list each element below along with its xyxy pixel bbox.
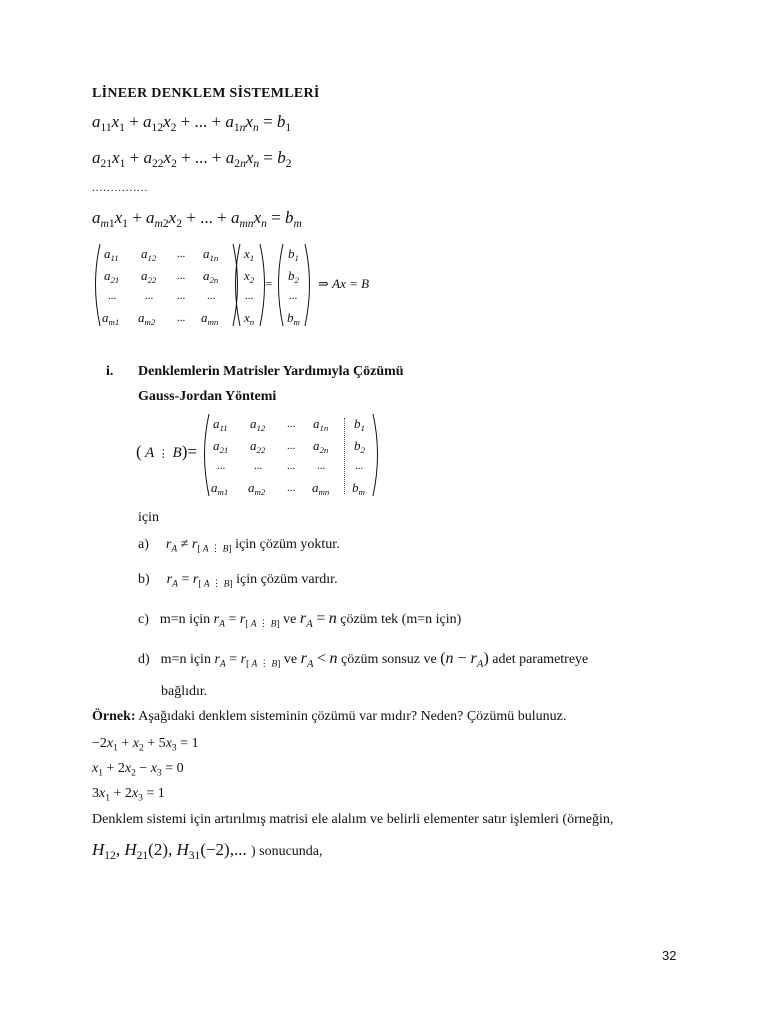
equation-row-2: $a_{21}x_1 + a_{22}x_2$ + ... + $a_{2n}x_n = b_2$ bbox=[92, 148, 292, 171]
system-equation-2: $x_1 + 2x_2 - x_3 = 0$ bbox=[92, 761, 184, 779]
system-equation-1: $-2x_1 + x_2 + 5x_3 = 1$ bbox=[92, 736, 199, 754]
example-line bbox=[92, 709, 566, 725]
page-title: LİNEER DENKLEM SİSTEMLERİ bbox=[92, 86, 320, 101]
condition-b: b) $r_A = r_{[ A ⋮ B]}$ için çözüm vardır. bbox=[138, 572, 338, 590]
augment-separator bbox=[344, 418, 345, 494]
arrow-equation: Ax = B bbox=[332, 276, 370, 291]
condition-d: d) m=n için $r_A = r_{[ A ⋮ B]}$ ve $r_A < n$ çözüm sonsuz ve $(n - r_A)$ adet parametreye bbox=[138, 650, 589, 670]
equation-row-1: $a_{11}x_1 + a_{12}x_2$ + ... + $a_{1n}x_n = b_1$ bbox=[92, 112, 292, 135]
condition-c: c) m=n için $r_A = r_{[ A ⋮ B]}$ ve $r_A = n$ çözüm tek (m=n için) bbox=[138, 610, 462, 630]
example-question: Aşağıdaki denklem sisteminin çözümü var mıdır? Neden? Çözümü bulunuz. bbox=[138, 709, 567, 724]
condition-a: a) $r_A \ne r_{[ A ⋮ B]}$ için çözüm yoktur. bbox=[138, 537, 340, 555]
row-operations-tail: ) sonucunda, bbox=[250, 844, 323, 859]
implies-arrow: ⇒ bbox=[318, 276, 329, 291]
example-label: Örnek: bbox=[92, 709, 136, 724]
subsection-title: Gauss-Jordan Yöntemi bbox=[138, 389, 277, 404]
row-operations-line: $H_{12}$, $H_{21}(2)$, $H_{31}(-2)$,... ) sonucunda, bbox=[92, 840, 323, 863]
system-equation-3: $3x_1 + 2x_3 = 1$ bbox=[92, 786, 165, 804]
equation-row-m: $a_{m1}x_1 + a_{m2}x_2$ + ... + $a_{mn}x_n = b_m$ bbox=[92, 208, 302, 231]
section-number: i. bbox=[106, 364, 114, 379]
paragraph-text: Denklem sistemi için artırılmış matrisi ele alalım ve belirli elementer satır işlemleri (örneğin, bbox=[92, 812, 614, 827]
page-number: 32 bbox=[662, 948, 677, 963]
ellipsis-row: ............... bbox=[92, 182, 149, 194]
condition-d-continued: bağlıdır. bbox=[161, 684, 208, 699]
icin-label: için bbox=[138, 510, 159, 525]
section-title: Denklemlerin Matrisler Yardımıyla Çözümü bbox=[138, 364, 404, 379]
